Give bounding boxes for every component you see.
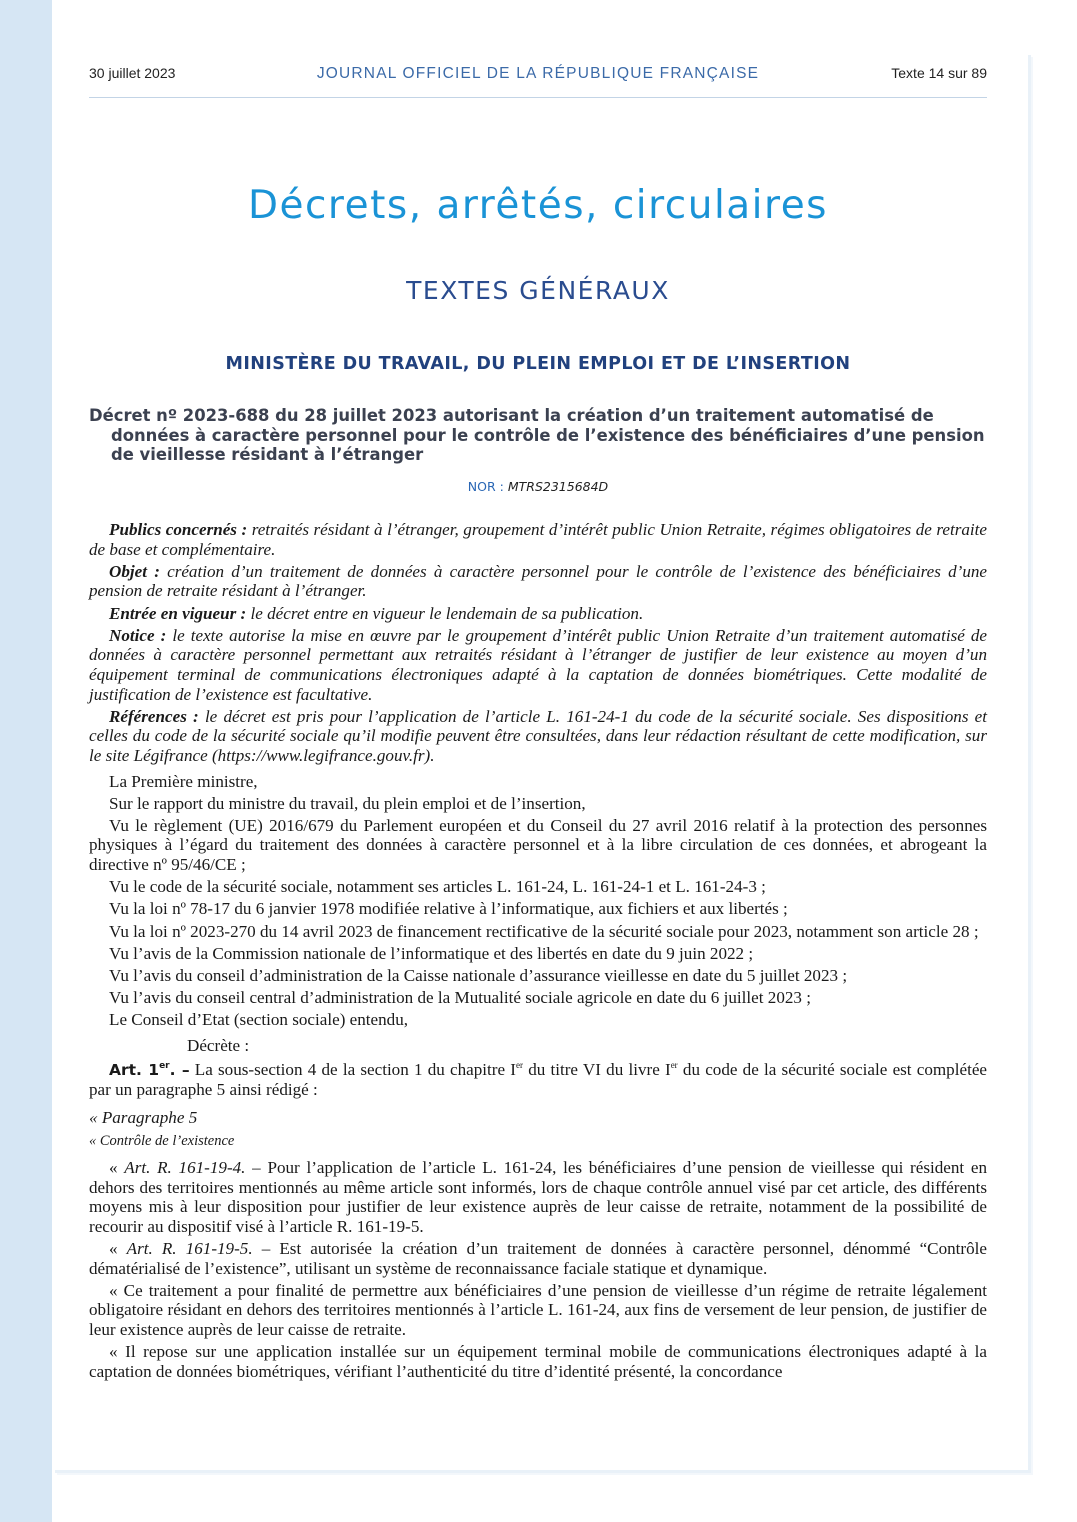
- header-journal-title: JOURNAL OFFICIEL DE LA RÉPUBLIQUE FRANÇAISE: [316, 65, 760, 82]
- decree-title: [89, 406, 987, 465]
- article-1: Art. 1er. – La sous-section 4 de la section 1 du chapitre Ier du titre VI du livre Ier du code de la sécurité sociale est complétée par un paragraphe 5 ainsi rédigé :: [89, 1059, 987, 1100]
- summary-paragraph: [89, 520, 987, 559]
- left-margin-band: [0, 0, 52, 1522]
- preamble-paragraph: Le Conseil d’Etat (section sociale) entendu,: [109, 1010, 409, 1030]
- summary-paragraph: [89, 604, 987, 624]
- paragraph-title: « Paragraphe 5: [89, 1107, 198, 1127]
- page-title: Décrets, arrêtés, circulaires: [247, 183, 829, 228]
- summary-paragraph: [89, 707, 987, 766]
- nor-value: MTRS2315684D: [507, 479, 609, 494]
- summary-label: Entrée en vigueur :: [109, 603, 247, 623]
- decree-title-line: de vieillesse résidant à l’étranger: [111, 445, 424, 464]
- summary-paragraph: [89, 626, 987, 704]
- summary-paragraph: [89, 562, 987, 601]
- body-paragraph: « Il repose sur une application installée sur un équipement terminal mobile de communications électroniques adapté à la captation de données biométriques, vérifiant l’authenticité du titre d’identité présenté, la concordance: [89, 1342, 987, 1381]
- nor-reference: [89, 479, 987, 494]
- header-text-number: Texte 14 sur 89: [891, 65, 987, 81]
- preamble-paragraph: Vu le règlement (UE) 2016/679 du Parlement européen et du Conseil du 27 avril 2016 relatif à la protection des personnes physiques à l’égard du traitement des données à caractère personnel et à la libre circulation de ces données, et abrogeant la directive nº 95/46/CE ;: [89, 815, 987, 875]
- summary-label: Objet :: [109, 561, 160, 581]
- preamble-paragraph: La Première ministre,: [109, 771, 258, 791]
- preamble-paragraph: Vu le code de la sécurité sociale, notamment ses articles L. 161-24, L. 161-24-1 et L. 161-24-3 ;: [109, 877, 766, 897]
- summary-label: Publics concernés :: [109, 520, 248, 539]
- decree-title-line: Décret nº 2023-688 du 28 juillet 2023 autorisant la création d’un traitement automatisé de: [89, 406, 934, 425]
- header-divider: [89, 97, 987, 98]
- article-1-label: Art. 1er. –: [109, 1060, 190, 1079]
- preamble-paragraph: Vu l’avis du conseil central d’administration de la Mutualité sociale agricole en date du 6 juillet 2023 ;: [109, 988, 811, 1008]
- summary-text: le décret entre en vigueur le lendemain de sa publication.: [250, 603, 644, 623]
- nor-label: NOR :: [467, 479, 504, 494]
- summary-text: le texte autorise la mise en œuvre par le groupement d’intérêt public Union Retraite d’un traitement automatisé de données à caractère personnel permettant aux retraités résidant à l’étranger de justifier de leur existence au moyen d’un équipement terminal de communications électroniques adapté à la captation de données biométriques. Cette modalité de justification de l’existence est facultative.: [89, 625, 987, 704]
- summary-text: création d’un traitement de données à caractère personnel pour le contrôle de l’existence des bénéficiaires d’une pension de retraite résidant à l’étranger.: [89, 561, 987, 601]
- article-r-161-19-4: « Art. R. 161-19-4. – Pour l’application de l’article L. 161-24, les bénéficiaires d’une pension de vieillesse qui résident en dehors des territoires mentionnés au même article sont informés, lors de chaque contrôle annuel visé par cet article, des différents moyens mis à leur disposition pour justifier de leur existence auprès de leur caisse de retraite, notamment de la possibilité de recourir au dispositif visé à l’article R. 161-19-5.: [89, 1157, 987, 1236]
- section-title: TEXTES GÉNÉRAUX: [406, 276, 670, 305]
- preamble-paragraph: Vu la loi nº 2023-270 du 14 avril 2023 de financement rectificative de la sécurité sociale pour 2023, notamment son article 28 ;: [109, 921, 979, 941]
- decree-title-line: données à caractère personnel pour le contrôle de l’existence des bénéficiaires d’une pension: [111, 425, 985, 445]
- preamble-paragraph: Sur le rapport du ministre du travail, du plein emploi et de l’insertion,: [109, 793, 586, 813]
- summary-label: Références :: [109, 706, 199, 726]
- decrete-heading: Décrète :: [187, 1035, 250, 1055]
- running-header: [89, 65, 987, 85]
- summary-text: le décret est pris pour l’application de l’article L. 161-24-1 du code de la sécurité sociale. Ses dispositions et celles du code de la sécurité sociale qu’il modifie peuvent être consultées, dans leur rédaction résultant de cette modification, sur le site Légifrance (https://www.legifrance.gouv.fr).: [89, 706, 988, 765]
- preamble-paragraph: Vu l’avis de la Commission nationale de l’informatique et des libertés en date du 9 juin 2022 ;: [109, 943, 754, 963]
- article-reference: Art. R. 161-19-4.: [124, 1157, 246, 1177]
- ministry-heading: MINISTÈRE DU TRAVAIL, DU PLEIN EMPLOI ET DE L’INSERTION: [225, 354, 851, 374]
- summary-text: retraités résidant à l’étranger, groupement d’intérêt public Union Retraite, régimes obligatoires de retraite de base et complémentaire.: [89, 520, 987, 559]
- document-page: [52, 52, 1028, 1470]
- header-date: 30 juillet 2023: [89, 65, 176, 81]
- article-reference: Art. R. 161-19-5.: [126, 1238, 253, 1258]
- preamble-paragraph: Vu la loi nº 78-17 du 6 janvier 1978 modifiée relative à l’informatique, aux fichiers et aux libertés ;: [109, 899, 788, 919]
- body-paragraph: « Ce traitement a pour finalité de permettre aux bénéficiaires d’une pension de vieillesse d’un régime de retraite légalement obligatoire résidant en dehors des territoires mentionnés à l’article L. 161-24, aux fins de versement de leur pension, de justifier de leur existence auprès de leur caisse de retraite.: [89, 1280, 987, 1339]
- article-r-161-19-5: « Art. R. 161-19-5. – Est autorisée la création d’un traitement de données à caractère personnel, dénommé “Contrôle dématérialisé de l’existence”, utilisant un système de reconnaissance faciale statique et dynamique.: [89, 1238, 987, 1278]
- preamble-paragraph: Vu l’avis du conseil d’administration de la Caisse nationale d’assurance vieillesse en date du 5 juillet 2023 ;: [109, 966, 848, 985]
- summary-label: Notice :: [109, 625, 167, 645]
- decree-body: [89, 520, 987, 1384]
- paragraph-subtitle: « Contrôle de l’existence: [89, 1133, 235, 1150]
